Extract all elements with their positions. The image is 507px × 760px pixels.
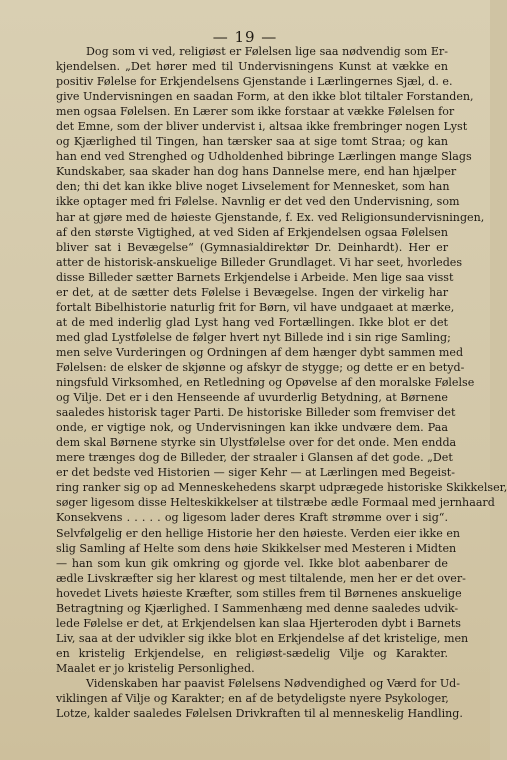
body-text	[56, 44, 507, 721]
text-line: dem skal Børnene styrke sin Ulystfølelse over for det onde. Men endda	[56, 436, 457, 450]
text-line: Selvfølgelig er den hellige Historie her den høieste. Verden eier ikke en	[56, 526, 461, 540]
text-line: at de med inderlig glad Lyst hang ved Fortællingen. Ikke blot er det	[56, 315, 448, 329]
paragraph-2	[56, 676, 463, 721]
text-line: men ogsaa Følelsen. En Lærer som ikke forstaar at vække Følelsen for	[56, 105, 455, 119]
text-line: ningsfuld Virksomhed, en Retledning og Opøvelse af den moralske Følelse	[56, 376, 475, 390]
text-line: og Vilje. Det er i den Henseende af uvurderlig Betydning, at Børnene	[56, 391, 448, 405]
text-line: har at gjøre med de høieste Gjenstande, f. Ex. ved Religionsundervisningen,	[56, 210, 485, 224]
text-line: kjendelsen. „Det hører med til Undervisningens Kunst at vække en	[56, 60, 448, 74]
text-line: og Kjærlighed til Tingen, han tærsker saa at sige tomt Straa; og kan	[56, 135, 448, 149]
text-line: Lotze, kalder saaledes Følelsen Drivkraften til al menneskelig Handling.	[56, 707, 463, 721]
text-line: bliver sat i Bevægelse“ (Gymnasialdirektør Dr. Deinhardt). Her er	[56, 240, 448, 254]
text-line: onde, er vigtige nok, og Undervisningen kan ikke undvære dem. Paa	[56, 421, 448, 435]
text-line: give Undervisningen en saadan Form, at den ikke blot tiltaler Forstanden,	[56, 90, 474, 104]
text-line: viklingen af Vilje og Karakter; en af de betydeligste nyere Psykologer,	[56, 692, 449, 706]
text-line: Liv, saa at der udvikler sig ikke blot en Erkjendelse af det kristelige, men	[56, 631, 469, 645]
text-line: disse Billeder sætter Barnets Erkjendelse i Arbeide. Men lige saa visst	[56, 270, 454, 284]
text-line: fortalt Bibelhistorie naturlig frit for Børn, vil have undgaaet at mærke,	[56, 300, 455, 314]
text-line: af den største Vigtighed, at ved Siden af Erkjendelsen ogsaa Følelsen	[56, 225, 448, 239]
text-line: Konsekvens . . . . . og ligesom lader deres Kraft strømme over i sig“.	[56, 511, 448, 525]
text-line: men selve Vurderingen og Ordningen af dem hænger dybt sammen med	[56, 345, 464, 359]
text-line: Videnskaben har paavist Følelsens Nødvendighed og Værd for Ud-	[86, 676, 461, 690]
text-line: ring ranker sig op ad Menneskehedens skarpt udprægede historiske Skikkelser,	[56, 481, 507, 495]
text-line: den; thi det kan ikke blive noget Livselement for Mennesket, som han	[56, 180, 450, 194]
text-line: positiv Følelse for Erkjendelsens Gjenstande i Lærlingernes Sjæl, d. e.	[56, 75, 453, 89]
text-line: hovedet Livets høieste Kræfter, som stilles frem til Børnenes anskuelige	[56, 586, 462, 600]
text-line: en kristelig Erkjendelse, en religiøst-sædelig Vilje og Karakter.	[56, 646, 448, 660]
text-line: slig Samling af Helte som dens høie Skikkelser med Mesteren i Midten	[56, 541, 457, 555]
text-line: Betragtning og Kjærlighed. I Sammenhæng med denne saaledes udvik-	[56, 601, 459, 615]
text-line: Maalet er jo kristelig Personlighed.	[56, 661, 255, 675]
text-line: lede Følelse er det, at Erkjendelsen kan slaa Hjerteroden dybt i Barnets	[56, 616, 461, 630]
text-line: er det bedste ved Historien — siger Kehr — at Lærlingen med Begeist-	[56, 466, 455, 480]
text-line: det Emne, som der bliver undervist i, altsaa ikke frembringer nogen Lyst	[56, 120, 468, 134]
text-line: er det, at de sætter dets Følelse i Bevægelse. Ingen der virkelig har	[56, 285, 448, 299]
text-line: mere trænges dog de Billeder, der straaler i Glansen af det gode. „Det	[56, 451, 453, 465]
text-line: Dog som vi ved, religiøst er Følelsen lige saa nødvendig som Er-	[86, 45, 448, 58]
page-number: — 19 —	[212, 28, 278, 46]
paragraph-1	[56, 44, 507, 676]
text-line: søger ligesom disse Helteskikkelser at tilstræbe ædle Formaal med jernhaard	[56, 496, 495, 510]
text-line: — han som kun gik omkring og gjorde vel. Ikke blot aabenbarer de	[56, 556, 448, 570]
text-line: Kundskaber, saa skader han dog hans Dannelse mere, end han hjælper	[56, 165, 457, 179]
text-line: atter de historisk-anskuelige Billeder Grundlaget. Vi har seet, hvorledes	[56, 255, 463, 269]
text-line: Følelsen: de elsker de skjønne og afskyr de stygge; og dette er en betyd-	[56, 360, 465, 374]
text-line: saaledes historisk tager Parti. De historiske Billeder som fremviser det	[56, 406, 456, 420]
text-line: han end ved Strenghed og Udholdenhed bibringe Lærlingen mange Slags	[56, 150, 472, 164]
text-line: ikke optager med fri Følelse. Navnlig er det ved den Undervisning, som	[56, 195, 460, 209]
text-line: ædle Livskræfter sig her klarest og mest tiltalende, men her er det over-	[56, 571, 466, 585]
text-line: med glad Lystfølelse de følger hvert nyt Billede ind i sin rige Samling;	[56, 330, 451, 344]
